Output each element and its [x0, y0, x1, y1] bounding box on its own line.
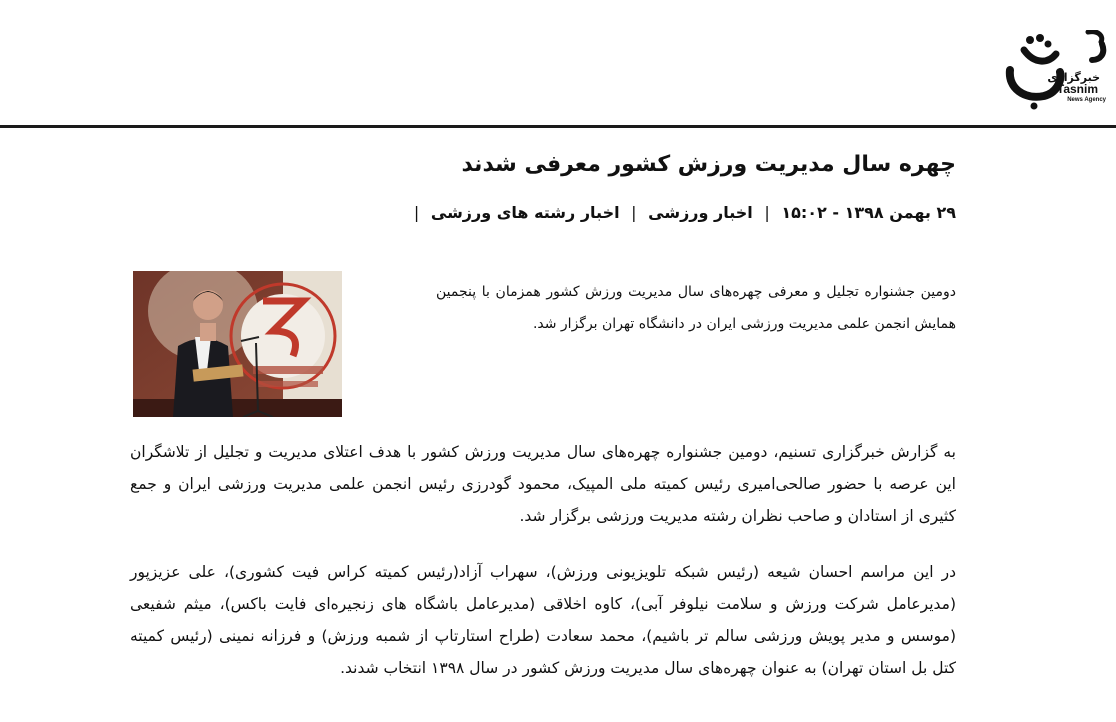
article-photo[interactable] — [133, 271, 342, 417]
article-lead: دومین جشنواره تجلیل و معرفی چهره‌های سال مدیریت ورزش کشور همزمان با پنجمین همایش انجمن علمی مدیریت ورزشی ایران در دانشگاه تهران برگزار شد. — [436, 284, 956, 332]
site-header — [0, 0, 1116, 128]
article-date: ۲۹ بهمن ۱۳۹۸ - ۱۵:۰۲ — [781, 203, 956, 222]
meta-separator: | — [631, 203, 637, 222]
category-link[interactable]: اخبار ورزشی — [648, 203, 753, 222]
logo-tagline: News Agency — [1067, 97, 1106, 103]
logo-text-fa: خبرگزاری — [1047, 71, 1100, 84]
article-paragraph: به گزارش خبرگزاری تسنیم، دومین جشنواره چهره‌های سال مدیریت ورزش کشور با هدف اعتلای مدیریت و تجلیل از تلاشگران این عرصه با حضور صالحی‌امیری رئیس کمیته ملی المپیک، محمود گودرزی رئیس انجمن علمی مدیریت ورزشی ایران و جمع کثیری از استادان و صاحب نظران رشته مدیریت ورزشی برگزار شد. — [130, 443, 956, 525]
article-paragraph: در این مراسم احسان شیعه (رئیس شبکه تلویزیونی ورزش)، سهراب آزاد(رئیس کمیته کراس فیت کشوری)، علی عزیزپور (مدیرعامل شرکت ورزش و سلامت نیلوفر آبی)، کاوه اخلاقی (مدیرعامل باشگاه های زنجیره‌ای فایت باکس)، میثم شفیعی (موسس و مدیر پویش ورزشی سالم تر باشیم)، محمد سعادت (طراح استارتاپ از شمبه ورزش) و فرزانه نمینی (رئیس کمیته کتل بل استان تهران) به عنوان چهره‌های سال مدیریت ورزش کشور در سال ۱۳۹۸ انتخاب شدند. — [130, 563, 956, 677]
category-link[interactable]: اخبار رشته های ورزشی — [430, 203, 620, 222]
meta-separator: | — [764, 203, 770, 222]
meta-separator: | — [413, 203, 420, 222]
logo-text-en: Tasnim — [1056, 82, 1098, 96]
article-title: چهره سال مدیریت ورزش کشور معرفی شدند — [461, 152, 956, 177]
article-photo-image — [133, 271, 342, 417]
tasnim-logo[interactable] — [1004, 30, 1108, 110]
article-meta — [408, 203, 956, 222]
